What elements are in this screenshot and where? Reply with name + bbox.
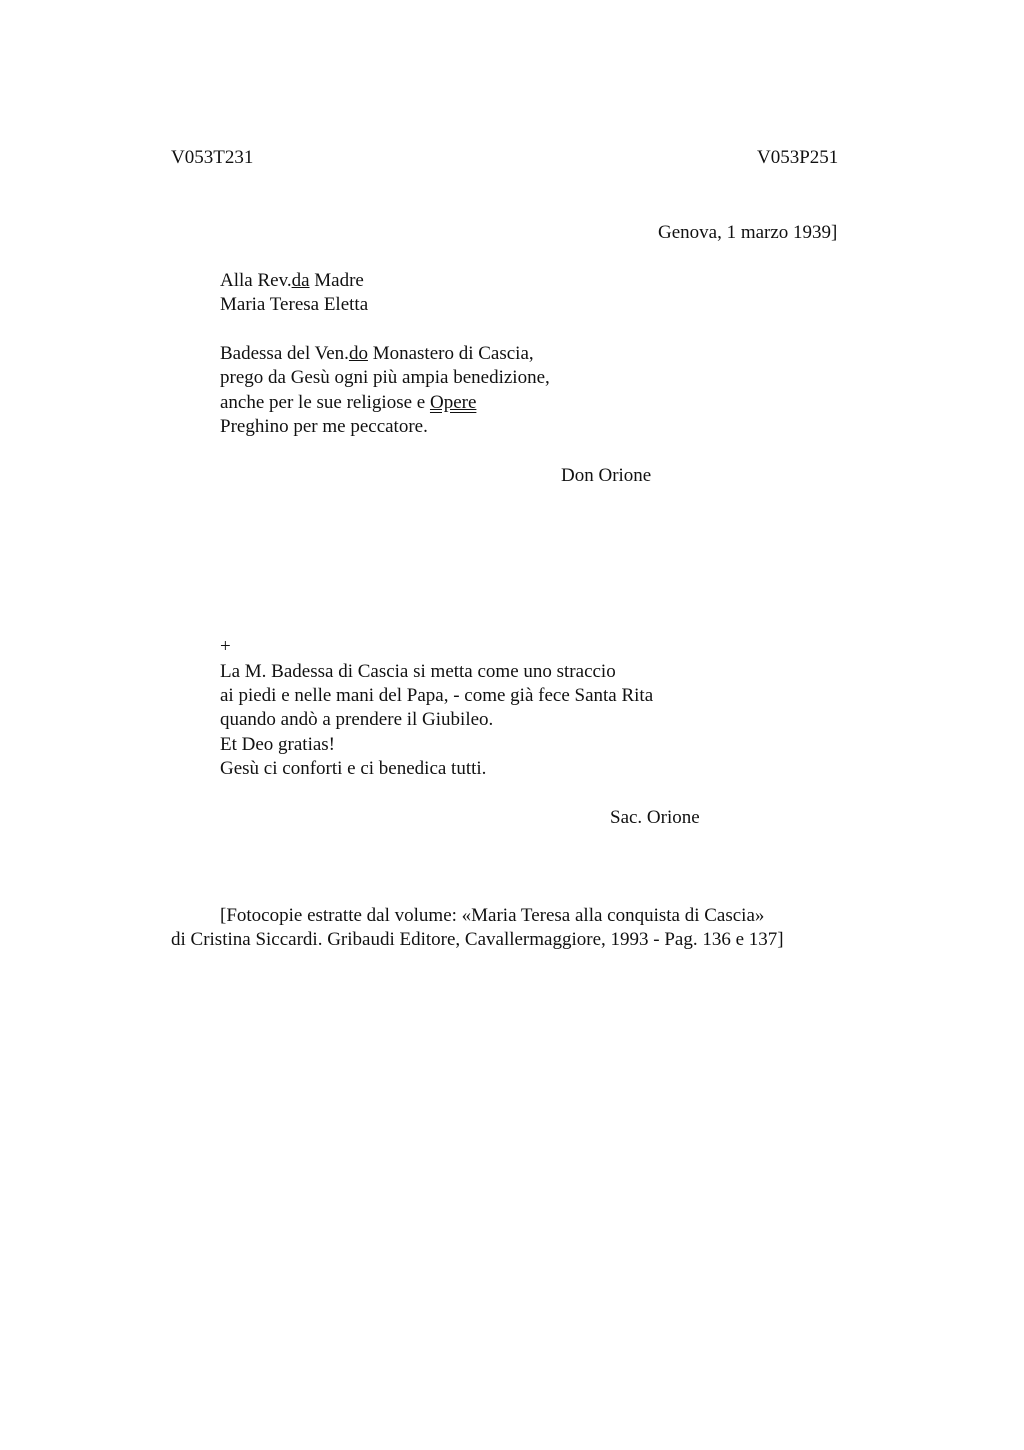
letter-body-line-1-start: Badessa del Ven. <box>220 343 349 364</box>
letter-date: Genova, 1 marzo 1939] <box>658 222 838 243</box>
footnote-line-1: [Fotocopie estratte dal volume: «Maria Teresa alla conquista di Cascia» <box>220 905 765 926</box>
note-signature: Sac. Orione <box>610 807 700 828</box>
address-line-2: Maria Teresa Eletta <box>220 294 369 315</box>
note-line-4: Et Deo gratias! <box>220 734 336 755</box>
note-line-2: ai piedi e nelle mani del Papa, - come già fece Santa Rita <box>220 685 654 706</box>
letter-body-line-1-end: Monastero di Cascia, <box>367 343 534 364</box>
cross-symbol: + <box>220 636 231 657</box>
note-line-3: quando andò a prendere il Giubileo. <box>220 709 494 730</box>
letter-body-line-3-double-underlined: Opere <box>429 392 477 413</box>
letter-body-line-3 <box>220 391 476 415</box>
letter-body-line-4: Preghino per me peccatore. <box>220 416 428 437</box>
letter-signature: Don Orione <box>561 465 652 486</box>
note-line-1: La M. Badessa di Cascia si metta come uno straccio <box>220 661 616 682</box>
document-code-left: V053T231 <box>171 147 254 168</box>
footnote-line-2: di Cristina Siccardi. Gribaudi Editore, Cavallermaggiore, 1993 - Pag. 136 e 137] <box>171 929 784 950</box>
letter-body-line-1-underlined: do <box>348 343 368 364</box>
address-line-1-start: Alla Rev. <box>220 270 292 291</box>
letter-body-line-2: prego da Gesù ogni più ampia benedizione, <box>220 367 550 388</box>
document-code-right: V053P251 <box>757 147 839 168</box>
address-line-1-underlined: da <box>291 270 310 291</box>
letter-body-line-3-start: anche per le sue religiose e <box>220 392 430 413</box>
address-line-1-end: Madre <box>309 270 364 291</box>
letter-body-line-1 <box>220 342 534 366</box>
note-line-5: Gesù ci conforti e ci benedica tutti. <box>220 758 487 779</box>
address-line-1 <box>220 269 364 293</box>
